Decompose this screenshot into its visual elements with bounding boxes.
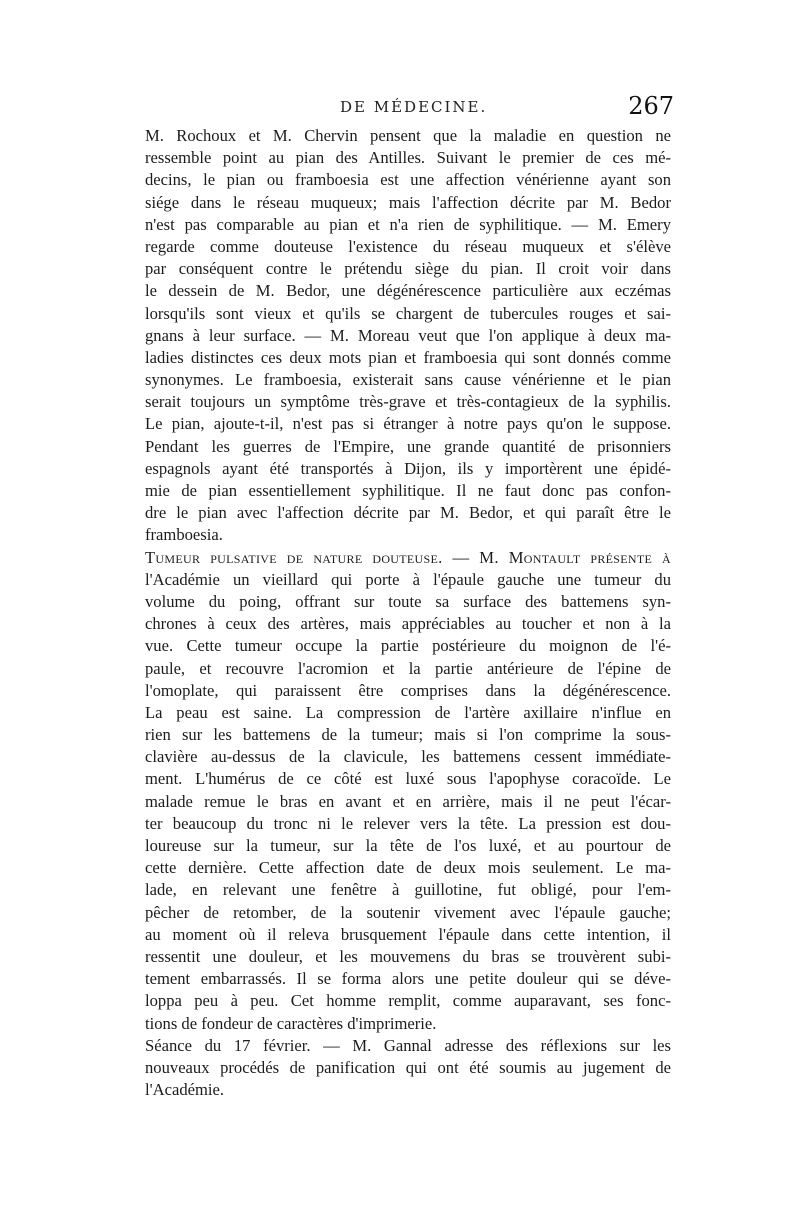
text-line: chrones à ceux des artères, mais appréciables au toucher et non à la bbox=[145, 614, 671, 634]
text-line: Le pian, ajoute-t-il, n'est pas si étranger à notre pays qu'on le suppose. bbox=[145, 414, 671, 434]
text-line: framboesia. bbox=[145, 525, 223, 545]
text-line: mie de pian essentiellement syphilitique. Il ne faut donc pas confon- bbox=[145, 481, 671, 500]
text-line: regarde comme douteuse l'existence du réseau muqueux et s'élève bbox=[145, 236, 671, 256]
body-text bbox=[145, 125, 671, 1101]
page-number: 267 bbox=[628, 92, 674, 120]
text-line: loureuse sur la tumeur, sur la tête de l'os luxé, et au pourtour de bbox=[145, 836, 671, 855]
text-line: clavière au-dessus de la clavicule, les battemens cessent immédiate- bbox=[145, 747, 671, 767]
text-line: au moment où il releva brusquement l'épaule dans cette intention, il bbox=[145, 924, 671, 944]
text-line: tement embarrassés. Il se forma alors une petite douleur qui se déve- bbox=[145, 969, 671, 989]
text-line: decins, le pian ou framboesia est une affection vénérienne ayant son bbox=[145, 170, 671, 190]
text-line: lorsqu'ils sont vieux et qu'ils se chargent de tubercules rouges et sai- bbox=[145, 303, 671, 323]
text-line: vue. Cette tumeur occupe la partie postérieure du moignon de l'é- bbox=[145, 636, 671, 656]
text-line: espagnols ayant été transportés à Dijon, ils y importèrent une épidé- bbox=[145, 458, 671, 478]
text-line: tions de fondeur de caractères d'imprimerie. bbox=[145, 1013, 437, 1033]
text-line: M. Rochoux et M. Chervin pensent que la maladie en question ne bbox=[145, 126, 671, 145]
section-heading-line: Tumeur pulsative de nature douteuse. — M. Montault présente à bbox=[145, 547, 671, 567]
text-line: Séance du 17 février. — M. Gannal adresse des réflexions sur les bbox=[145, 1035, 671, 1055]
text-line: paule, et recouvre l'acromion et la partie antérieure de l'épine de bbox=[145, 658, 671, 678]
text-line: nouveaux procédés de panification qui ont été soumis au jugement de bbox=[145, 1057, 671, 1077]
text-line: l'Académie un vieillard qui porte à l'épaule gauche une tumeur du bbox=[145, 569, 671, 589]
text-line: volume du poing, offrant sur toute sa surface des battemens syn- bbox=[145, 591, 671, 611]
running-header bbox=[148, 92, 674, 122]
text-line: ment. L'humérus de ce côté est luxé sous l'apophyse coracoïde. Le bbox=[145, 769, 671, 789]
text-line: siége dans le réseau muqueux; mais l'affection décrite par M. Bedor bbox=[145, 192, 671, 212]
text-line: Pendant les guerres de l'Empire, une grande quantité de prisonniers bbox=[145, 436, 671, 456]
text-line: ladies distinctes ces deux mots pian et framboesia qui sont donnés comme bbox=[145, 347, 671, 367]
text-line: ter beaucoup du tronc ni le relever vers la tête. La pression est dou- bbox=[145, 813, 671, 833]
text-line: ressentit une douleur, et les mouvemens du bras se trouvèrent subi- bbox=[145, 946, 671, 966]
text-line: gnans à leur surface. — M. Moreau veut que l'on applique à deux ma- bbox=[145, 325, 671, 345]
text-line: le dessein de M. Bedor, une dégénérescence particulière aux eczémas bbox=[145, 281, 671, 301]
text-line: serait toujours un symptôme très-grave et très-contagieux de la syphilis. bbox=[145, 392, 671, 412]
text-line: cette dernière. Cette affection date de deux mois seulement. Le ma- bbox=[145, 858, 671, 878]
text-line: lade, en relevant une fenêtre à guillotine, fut obligé, pour l'em- bbox=[145, 880, 671, 900]
text-line: synonymes. Le framboesia, existerait sans cause vénérienne et le pian bbox=[145, 370, 671, 390]
text-line: l'omoplate, qui paraissent être comprises dans la dégénérescence. bbox=[145, 680, 671, 700]
text-line: n'est pas comparable au pian et n'a rien de syphilitique. — M. Emery bbox=[145, 214, 671, 234]
text-line: l'Académie. bbox=[145, 1080, 225, 1100]
text-line: La peau est saine. La compression de l'artère axillaire n'influe en bbox=[145, 702, 671, 722]
text-line: ressemble point au pian des Antilles. Suivant le premier de ces mé- bbox=[145, 148, 671, 168]
text-line: rien sur les battemens de la tumeur; mais si l'on comprime la sous- bbox=[145, 725, 671, 745]
text-line: loppa peu à peu. Cet homme remplit, comme auparavant, ses fonc- bbox=[145, 991, 671, 1011]
text-line: pêcher de retomber, de la soutenir vivement avec l'épaule gauche; bbox=[145, 902, 671, 922]
text-line: malade remue le bras en avant et en arrière, mais il ne peut l'écar- bbox=[145, 791, 671, 811]
text-line: par conséquent contre le prétendu siège du pian. Il croit voir dans bbox=[145, 259, 671, 279]
running-title: DE MÉDECINE. bbox=[340, 98, 488, 116]
text-line: dre le pian avec l'affection décrite par M. Bedor, et qui paraît être le bbox=[145, 503, 671, 523]
